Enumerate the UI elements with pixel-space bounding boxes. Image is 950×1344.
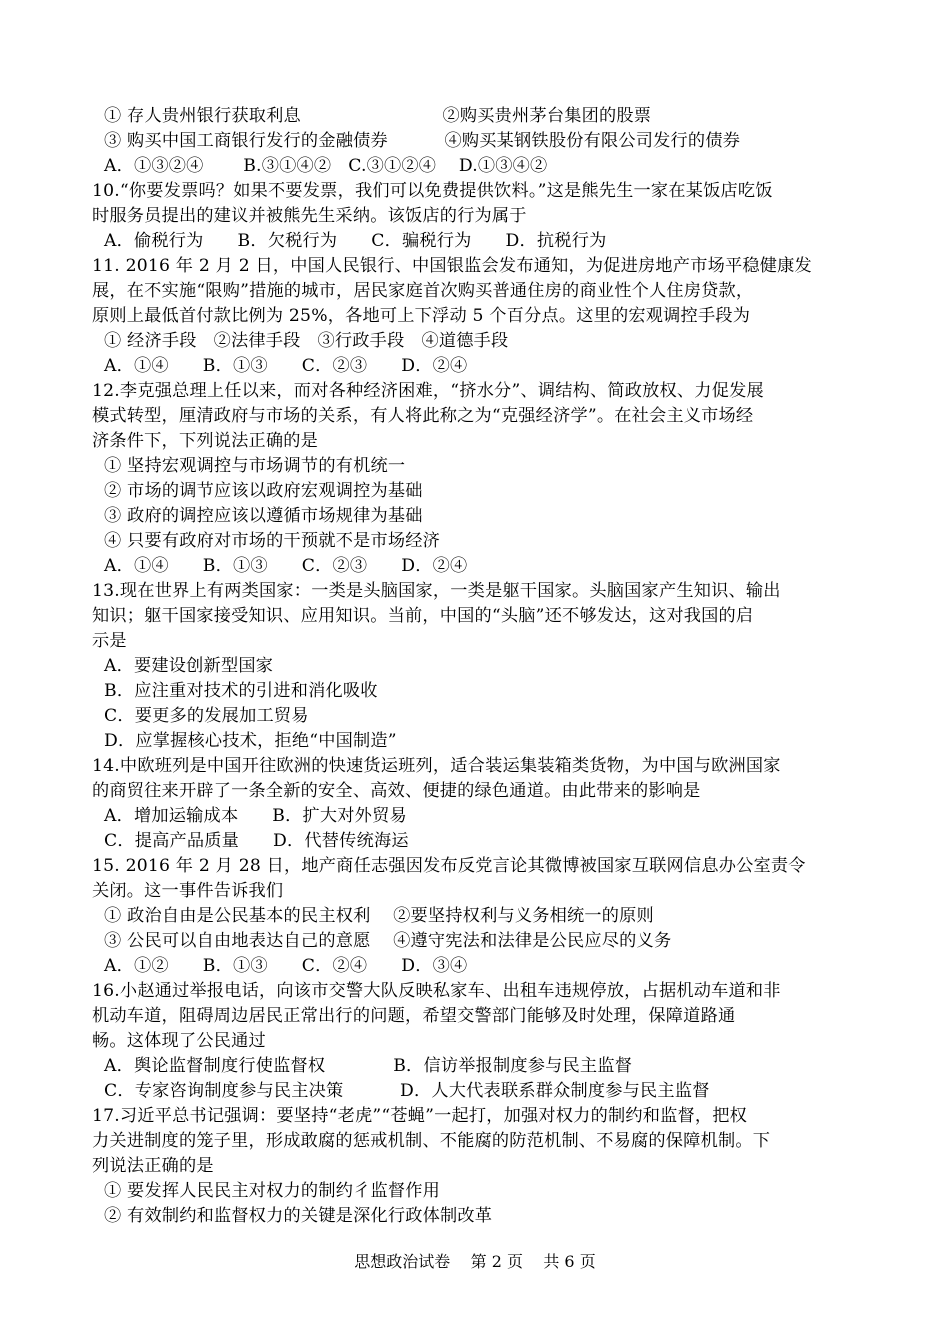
- text-line: 17.习近平总书记强调：要坚持“老虎”“苍蝇”一起打，加强对权力的制约和监督，把权: [92, 1106, 748, 1126]
- text-line: ① 要发挥人民民主对权力的制约彳监督作用: [104, 1181, 441, 1201]
- text-line: ① 存人贵州银行获取利息 ②购买贵州茅台集团的股票: [104, 106, 652, 126]
- text-line: 14.中欧班列是中国开往欧洲的快速货运班列，适合装运集装箱类货物，为中国与欧洲国家: [92, 756, 781, 776]
- text-line: A．①④ B．①③ C．②③ D．②④: [104, 556, 468, 576]
- text-line: ④ 只要有政府对市场的干预就不是市场经济: [104, 531, 441, 551]
- text-line: 力关进制度的笼子里，形成敢腐的惩戒机制、不能腐的防范机制、不易腐的保障机制。下: [92, 1131, 771, 1151]
- text-line: 10.“你要发票吗？如果不要发票，我们可以免费提供饮料。”这是熊先生一家在某饭店吃饭: [92, 181, 773, 201]
- text-line: ② 市场的调节应该以政府宏观调控为基础: [104, 481, 423, 501]
- text-line: 13.现在世界上有两类国家：一类是头脑国家，一类是躯干国家。头脑国家产生知识、输出: [92, 581, 781, 601]
- text-line: 列说法正确的是: [92, 1156, 214, 1176]
- text-line: 关闭。这一事件告诉我们: [92, 881, 284, 901]
- text-line: 的商贸往来开辟了一条全新的安全、高效、便捷的绿色通道。由此带来的影响是: [92, 781, 701, 801]
- text-line: 11. 2016 年 2 月 2 日，中国人民银行、中国银监会发布通知，为促进房地产市场平稳健康发: [92, 256, 812, 276]
- text-line: ③ 购买中国工商银行发行的金融债券 ④购买某钢铁股份有限公司发行的债券: [104, 131, 741, 151]
- text-line: 16.小赵通过举报电话，向该市交警大队反映私家车、出租车违规停放，占据机动车道和非: [92, 981, 781, 1001]
- text-line: ② 有效制约和监督权力的关键是深化行政体制改革: [104, 1206, 493, 1226]
- text-line: A．①③②④ B.③①④② C.③①②④ D.①③④②: [104, 156, 548, 176]
- text-line: ① 经济手段 ②法律手段 ③行政手段 ④道德手段: [104, 331, 509, 351]
- text-line: 机动车道，阻碍周边居民正常出行的问题，希望交警部门能够及时处理，保障道路通: [92, 1006, 736, 1026]
- text-line: C．提高产品质量 D．代替传统海运: [104, 831, 409, 851]
- text-line: 15. 2016 年 2 月 28 日，地产商任志强因发布反党言论其微博被国家互联网信息办公室责令: [92, 856, 806, 876]
- text-line: 原则上最低首付款比例为 25%，各地可上下浮动 5 个百分点。这里的宏观调控手段为: [92, 306, 751, 326]
- text-line: 展，在不实施“限购”措施的城市，居民家庭首次购买普通住房的商业性个人住房贷款，: [92, 281, 754, 301]
- text-line: A．要建设创新型国家: [104, 656, 274, 676]
- text-line: C．要更多的发展加工贸易: [104, 706, 309, 726]
- text-line: 知识；躯干国家接受知识、应用知识。当前，中国的“头脑”还不够发达，这对我国的启: [92, 606, 754, 626]
- text-line: 时服务员提出的建议并被熊先生采纳。该饭店的行为属于: [92, 206, 527, 226]
- text-line: 济条件下，下列说法正确的是: [92, 431, 319, 451]
- text-line: D．应掌握核心技术，拒绝“中国制造”: [104, 731, 397, 751]
- text-line: C．专家咨询制度参与民主决策 D．人大代表联系群众制度参与民主监督: [104, 1081, 710, 1101]
- text-line: A．增加运输成本 B．扩大对外贸易: [104, 806, 407, 826]
- text-line: 示是: [92, 631, 127, 651]
- text-line: ③ 公民可以自由地表达自己的意愿 ④遵守宪法和法律是公民应尽的义务: [104, 931, 672, 951]
- text-line: A．偷税行为 B．欠税行为 C．骗税行为 D．抗税行为: [104, 231, 607, 251]
- text-line: B．应注重对技术的引进和消化吸收: [104, 681, 378, 701]
- text-line: ③ 政府的调控应该以遵循市场规律为基础: [104, 506, 423, 526]
- page-footer: 思想政治试卷 第 2 页 共 6 页: [354, 1252, 596, 1271]
- text-line: A．①④ B．①③ C．②③ D．②④: [104, 356, 468, 376]
- text-line: 畅。这体现了公民通过: [92, 1031, 266, 1051]
- text-line: A．①② B．①③ C．②④ D．③④: [104, 956, 468, 976]
- text-line: ① 政治自由是公民基本的民主权利 ②要坚持权利与义务相统一的原则: [104, 906, 654, 926]
- text-line: 模式转型，厘清政府与市场的关系，有人将此称之为“克强经济学”。在社会主义市场经: [92, 406, 754, 426]
- text-line: 12.李克强总理上任以来，而对各种经济困难，“挤水分”、调结构、简政放权、力促发展: [92, 381, 764, 401]
- text-line: A．舆论监督制度行使监督权 B．信访举报制度参与民主监督: [104, 1056, 633, 1076]
- text-line: ① 坚持宏观调控与市场调节的有机统一: [104, 456, 406, 476]
